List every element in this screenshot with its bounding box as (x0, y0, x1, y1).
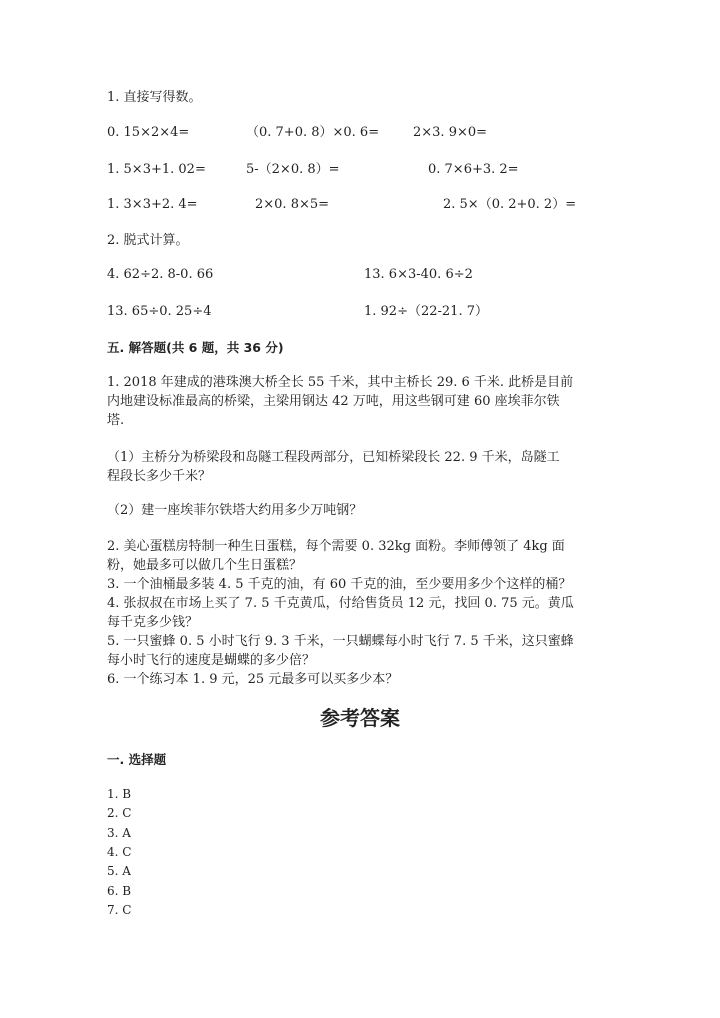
calc-item: 2×3. 9×0= (413, 125, 488, 140)
answers-title: 参考答案 (320, 706, 400, 730)
calc-item: 13. 65÷0. 25÷4 (107, 304, 212, 319)
question-line: 粉，她最多可以做几个生日蛋糕？ (107, 558, 303, 573)
question-line: 1. 2018 年建成的港珠澳大桥全长 55 千米，其中主桥长 29. 6 千米. 此桥是目前 (107, 375, 574, 390)
calc-item: 2×0. 8×5= (255, 197, 330, 212)
question-line: 6. 一个练习本 1. 9 元，25 元最多可以买多少本？ (107, 672, 399, 687)
question-line: 内地建设标准最高的桥梁，主梁用钢达 42 万吨，用这些钢可建 60 座埃菲尔铁 (107, 394, 560, 409)
question-line: 每小时飞行的速度是蝴蝶的多少倍？ (107, 653, 316, 668)
calc-item: 1. 3×3+2. 4= (107, 197, 198, 212)
calc-item: 1. 5×3+1. 02= (107, 162, 206, 177)
question-line: 4. 张叔叔在市场上买了 7. 5 千克黄瓜，付给售货员 12 元，找回 0. 75 元。黄瓜 (107, 596, 574, 611)
question-line: 5. 一只蜜蜂 0. 5 小时飞行 9. 3 千米，一只蝴蝶每小时飞行 7. 5 千米，这只蜜蜂 (107, 634, 574, 649)
section5-heading: 五. 解答题(共 6 题，共 36 分) (107, 340, 284, 355)
answer-item: 7. C (107, 903, 132, 917)
calc-item: 2. 5×（0. 2+0. 2）= (443, 197, 577, 212)
question-line: （2）建一座埃菲尔铁塔大约用多少万吨钢？ (107, 503, 363, 518)
answer-item: 6. B (107, 884, 132, 898)
answer-item: 1. B (107, 787, 132, 801)
question-line: （1）主桥分为桥梁段和岛隧工程段两部分，已知桥梁段长 22. 9 千米，岛隧工 (107, 450, 560, 465)
calc-item: 13. 6×3-40. 6÷2 (364, 267, 473, 282)
answer-item: 2. C (107, 806, 132, 820)
section2-title: 2. 脱式计算。 (107, 233, 189, 248)
answer-item: 3. A (107, 826, 131, 840)
answer-item: 4. C (107, 845, 132, 859)
answer-item: 5. A (107, 864, 131, 878)
question-line: 3. 一个油桶最多装 4. 5 千克的油，有 60 千克的油，至少要用多少个这样的桶？ (107, 577, 572, 592)
calc-item: （0. 7+0. 8）×0. 6= (246, 125, 380, 140)
calc-item: 0. 15×2×4= (107, 125, 190, 140)
calc-item: 0. 7×6+3. 2= (428, 162, 519, 177)
question-line: 塔. (107, 413, 125, 428)
question-line: 程段长多少千米？ (107, 469, 212, 484)
question-line: 每千克多少钱？ (107, 615, 199, 630)
answers-subtitle: 一. 选择题 (107, 752, 167, 767)
question-line: 2. 美心蛋糕房特制一种生日蛋糕，每个需要 0. 32kg 面粉。李师傅领了 4kg 面 (107, 539, 565, 554)
calc-item: 5-（2×0. 8）= (246, 162, 340, 177)
section1-title: 1. 直接写得数。 (107, 90, 202, 105)
calc-item: 1. 92÷（22-21. 7） (364, 304, 488, 319)
calc-item: 4. 62÷2. 8-0. 66 (107, 267, 214, 282)
